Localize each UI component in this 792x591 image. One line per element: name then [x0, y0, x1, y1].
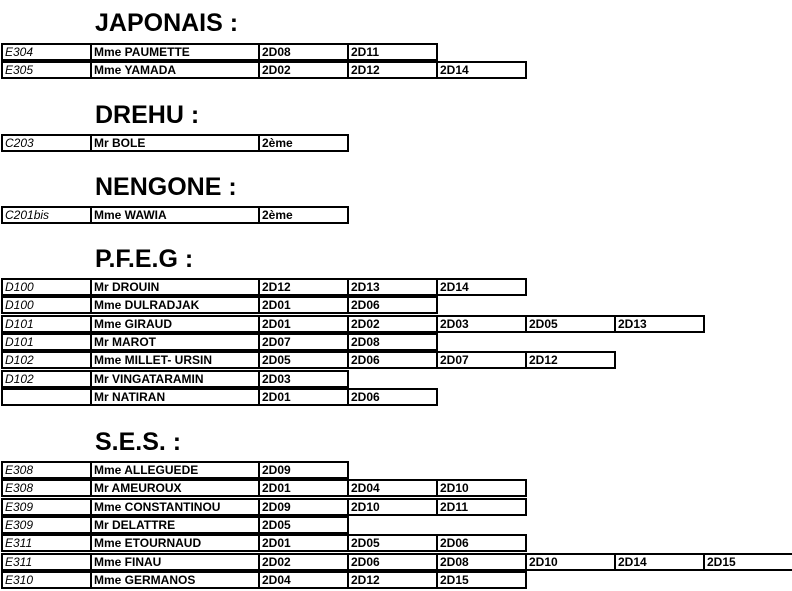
room-cell: D102 — [5, 353, 34, 367]
room-cell: D101 — [5, 335, 34, 349]
class-cell: 2D06 — [347, 555, 436, 569]
table-row — [1, 370, 349, 388]
teacher-cell: Mr VINGATARAMIN — [90, 372, 260, 386]
teacher-cell: Mme FINAU — [90, 555, 260, 569]
class-cell: 2D12 — [525, 353, 614, 367]
class-cell: 2D06 — [347, 298, 436, 312]
class-cell: 2D06 — [347, 390, 436, 404]
class-cell: 2D10 — [525, 555, 614, 569]
class-cell: 2D07 — [436, 353, 525, 367]
room-cell: E309 — [5, 500, 34, 514]
class-cell: 2ème — [258, 136, 347, 150]
room-cell: E309 — [5, 518, 34, 532]
class-cell: 2D14 — [436, 63, 525, 77]
class-cell: 2D02 — [258, 63, 347, 77]
room-cell: C201bis — [5, 208, 50, 222]
section-heading: P.F.E.G : — [95, 245, 194, 273]
teacher-cell: Mr DELATTRE — [90, 518, 260, 532]
table-row — [1, 534, 527, 552]
teacher-cell: Mme WAWIA — [90, 208, 260, 222]
class-cell: 2D06 — [347, 353, 436, 367]
teacher-cell: Mme GIRAUD — [90, 317, 260, 331]
class-cell: 2ème — [258, 208, 347, 222]
class-cell: 2D15 — [436, 573, 525, 587]
room-cell: D101 — [5, 317, 34, 331]
class-cell: 2D11 — [347, 45, 436, 59]
teacher-cell: Mr DROUIN — [90, 280, 260, 294]
room-cell: E308 — [5, 463, 34, 477]
table-row — [1, 479, 527, 497]
table-row — [1, 61, 527, 79]
room-cell: E311 — [5, 536, 33, 550]
class-cell: 2D03 — [258, 372, 347, 386]
class-cell: 2D12 — [347, 573, 436, 587]
table-row — [1, 134, 349, 152]
teacher-cell: Mme MILLET- URSIN — [90, 353, 260, 367]
class-cell: 2D15 — [703, 555, 792, 569]
class-cell: 2D08 — [258, 45, 347, 59]
class-cell: 2D01 — [258, 481, 347, 495]
class-cell: 2D14 — [436, 280, 525, 294]
table-row — [1, 498, 527, 516]
room-cell: E305 — [5, 63, 34, 77]
class-cell: 2D04 — [258, 573, 347, 587]
table-row — [1, 43, 438, 61]
class-cell: 2D13 — [614, 317, 703, 331]
teacher-cell: Mr NATIRAN — [90, 390, 260, 404]
class-cell: 2D11 — [436, 500, 525, 514]
class-cell: 2D14 — [614, 555, 703, 569]
table-row — [1, 461, 349, 479]
section-heading: JAPONAIS : — [95, 9, 239, 37]
class-cell: 2D01 — [258, 317, 347, 331]
class-cell: 2D09 — [258, 463, 347, 477]
class-cell: 2D02 — [347, 317, 436, 331]
class-cell: 2D09 — [258, 500, 347, 514]
class-cell: 2D12 — [347, 63, 436, 77]
class-cell: 2D08 — [436, 555, 525, 569]
class-cell: 2D05 — [258, 353, 347, 367]
class-cell: 2D01 — [258, 298, 347, 312]
teacher-cell: Mme GERMANOS — [90, 573, 260, 587]
room-cell: D102 — [5, 372, 34, 386]
class-cell: 2D05 — [258, 518, 347, 532]
class-cell: 2D10 — [347, 500, 436, 514]
room-cell: E308 — [5, 481, 34, 495]
table-row — [1, 333, 438, 351]
class-cell: 2D07 — [258, 335, 347, 349]
class-cell: 2D01 — [258, 390, 347, 404]
class-cell: 2D13 — [347, 280, 436, 294]
teacher-cell: Mr AMEUROUX — [90, 481, 260, 495]
class-cell: 2D08 — [347, 335, 436, 349]
table-row — [1, 315, 705, 333]
class-cell: 2D05 — [347, 536, 436, 550]
section-heading: DREHU : — [95, 101, 200, 129]
room-cell: E311 — [5, 555, 33, 569]
room-cell: E304 — [5, 45, 34, 59]
table-row — [1, 206, 349, 224]
teacher-cell: Mr BOLE — [90, 136, 260, 150]
room-cell: E310 — [5, 573, 34, 587]
class-cell: 2D03 — [436, 317, 525, 331]
class-cell: 2D02 — [258, 555, 347, 569]
class-cell: 2D12 — [258, 280, 347, 294]
teacher-cell: Mme DULRADJAK — [90, 298, 260, 312]
teacher-cell: Mr MAROT — [90, 335, 260, 349]
teacher-cell: Mme YAMADA — [90, 63, 260, 77]
section-heading: S.E.S. : — [95, 428, 182, 456]
table-row — [1, 351, 616, 369]
table-row — [1, 571, 527, 589]
table-row — [1, 296, 438, 314]
class-cell: 2D05 — [525, 317, 614, 331]
teacher-cell: Mme CONSTANTINOU — [90, 500, 260, 514]
table-row — [1, 278, 527, 296]
teacher-cell: Mme ETOURNAUD — [90, 536, 260, 550]
class-cell: 2D04 — [347, 481, 436, 495]
teacher-cell: Mme ALLEGUEDE — [90, 463, 260, 477]
room-cell: C203 — [5, 136, 34, 150]
class-cell: 2D01 — [258, 536, 347, 550]
teacher-cell: Mme PAUMETTE — [90, 45, 260, 59]
room-cell — [3, 390, 90, 404]
class-cell: 2D06 — [436, 536, 525, 550]
table-row — [1, 516, 349, 534]
room-cell: D100 — [5, 280, 34, 294]
section-heading: NENGONE : — [95, 173, 237, 201]
room-cell: D100 — [5, 298, 34, 312]
table-row — [1, 388, 438, 406]
table-row — [1, 553, 792, 571]
class-cell: 2D10 — [436, 481, 525, 495]
